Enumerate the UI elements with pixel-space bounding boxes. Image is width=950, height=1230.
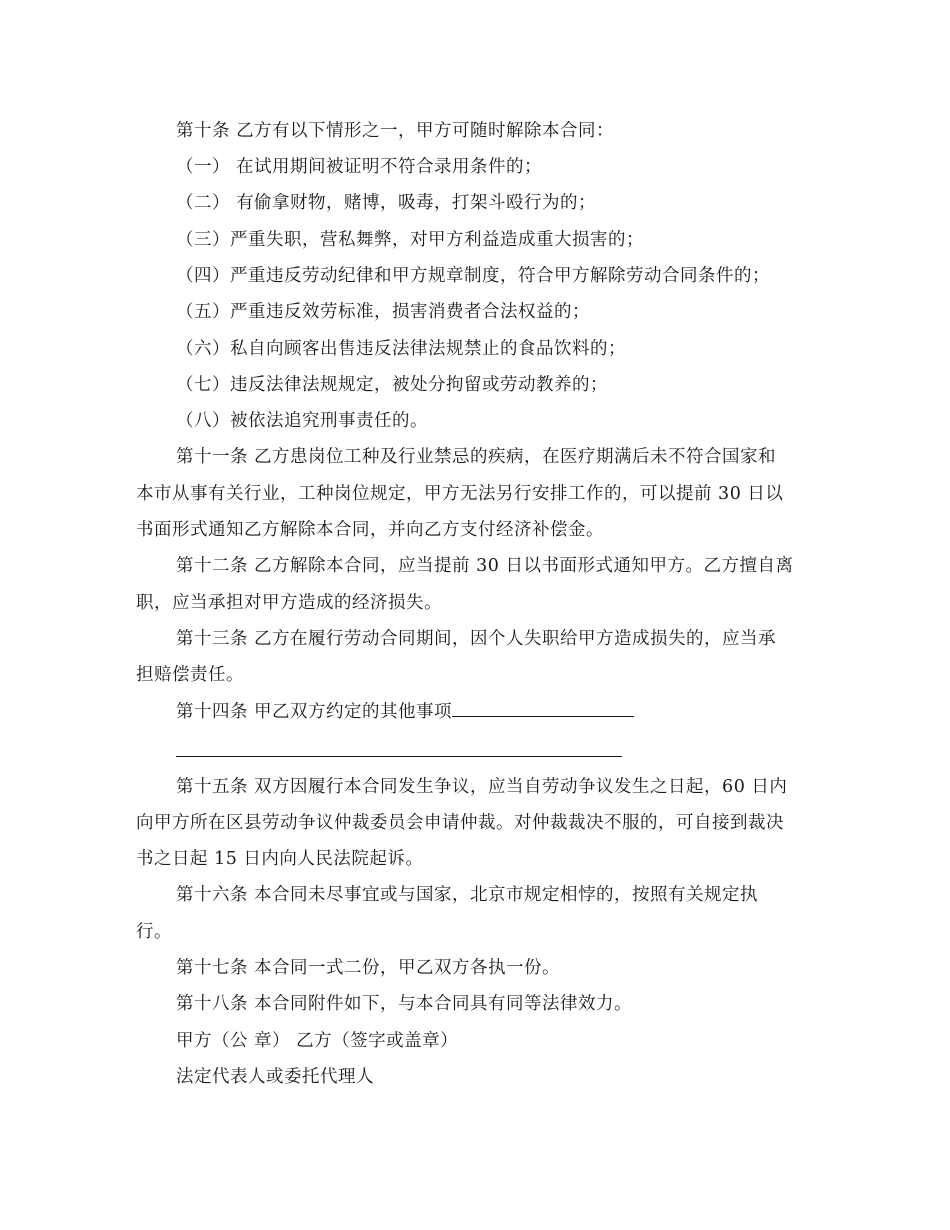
article-10-item-5: （五）严重违反效劳标准，损害消费者合法权益的； bbox=[176, 302, 590, 322]
article-11-line-2: 本市从事有关行业，工种岗位规定，甲方无法另行安排工作的，可以提前 30 日以 bbox=[136, 484, 784, 504]
article-13-line-2: 担赔偿责任。 bbox=[136, 665, 244, 685]
article-15-line-1: 第十五条 双方因履行本合同发生争议，应当自劳动争议发生之日起，60 日内 bbox=[176, 777, 788, 797]
article-14-text: 第十四条 甲乙双方约定的其他事项 bbox=[176, 702, 453, 722]
article-12-line-2: 职，应当承担对甲方造成的经济损失。 bbox=[136, 593, 442, 613]
article-10-item-2: （二） 有偷拿财物，赌博，吸毒，打架斗殴行为的； bbox=[176, 193, 597, 213]
article-15-line-3: 书之日起 15 日内向人民法院起诉。 bbox=[136, 849, 424, 869]
article-10-item-4: （四）严重违反劳动纪律和甲方规章制度，符合甲方解除劳动合同条件的； bbox=[176, 266, 770, 286]
article-18-line: 第十八条 本合同附件如下，与本合同具有同等法律效力。 bbox=[176, 994, 633, 1014]
article-10-item-7: （七）违反法律法规规定，被处分拘留或劳动教养的； bbox=[176, 375, 608, 395]
article-10-item-8: （八）被依法追究刑事责任的。 bbox=[176, 411, 428, 431]
article-10-item-6: （六）私自向顾客出售违反法律法规禁止的食品饮料的； bbox=[176, 339, 626, 359]
article-10-item-3: （三）严重失职，营私舞弊，对甲方利益造成重大损害的； bbox=[176, 230, 644, 250]
signature-parties: 甲方（公 章） 乙方（签字或盖章） bbox=[176, 1031, 459, 1051]
article-15-line-2: 向甲方所在区县劳动争议仲裁委员会申请仲裁。对仲裁裁决不服的，可自接到裁决 bbox=[136, 813, 784, 833]
article-16-line-2: 行。 bbox=[136, 922, 172, 942]
article-14-blank-1 bbox=[452, 700, 634, 717]
article-10-heading: 第十条 乙方有以下情形之一，甲方可随时解除本合同： bbox=[176, 121, 615, 141]
article-17-line: 第十七条 本合同一式二份，甲乙双方各执一份。 bbox=[176, 958, 561, 978]
article-11-line-1: 第十一条 乙方患岗位工种及行业禁忌的疾病，在医疗期满后未不符合国家和 bbox=[176, 447, 777, 467]
article-12-line-1: 第十二条 乙方解除本合同，应当提前 30 日以书面形式通知甲方。乙方擅自离 bbox=[176, 556, 794, 576]
article-11-line-3: 书面形式通知乙方解除本合同，并向乙方支付经济补偿金。 bbox=[136, 520, 604, 540]
article-14-line bbox=[176, 700, 634, 724]
article-13-line-1: 第十三条 乙方在履行劳动合同期间，因个人失职给甲方造成损失的，应当承 bbox=[176, 629, 777, 649]
article-14-blank-2 bbox=[176, 756, 622, 757]
article-16-line-1: 第十六条 本合同未尽事宜或与国家，北京市规定相悖的，按照有关规定执 bbox=[176, 885, 759, 905]
signature-representative: 法定代表人或委托代理人 bbox=[176, 1067, 374, 1087]
article-10-item-1: （一） 在试用期间被证明不符合录用条件的； bbox=[176, 157, 543, 177]
